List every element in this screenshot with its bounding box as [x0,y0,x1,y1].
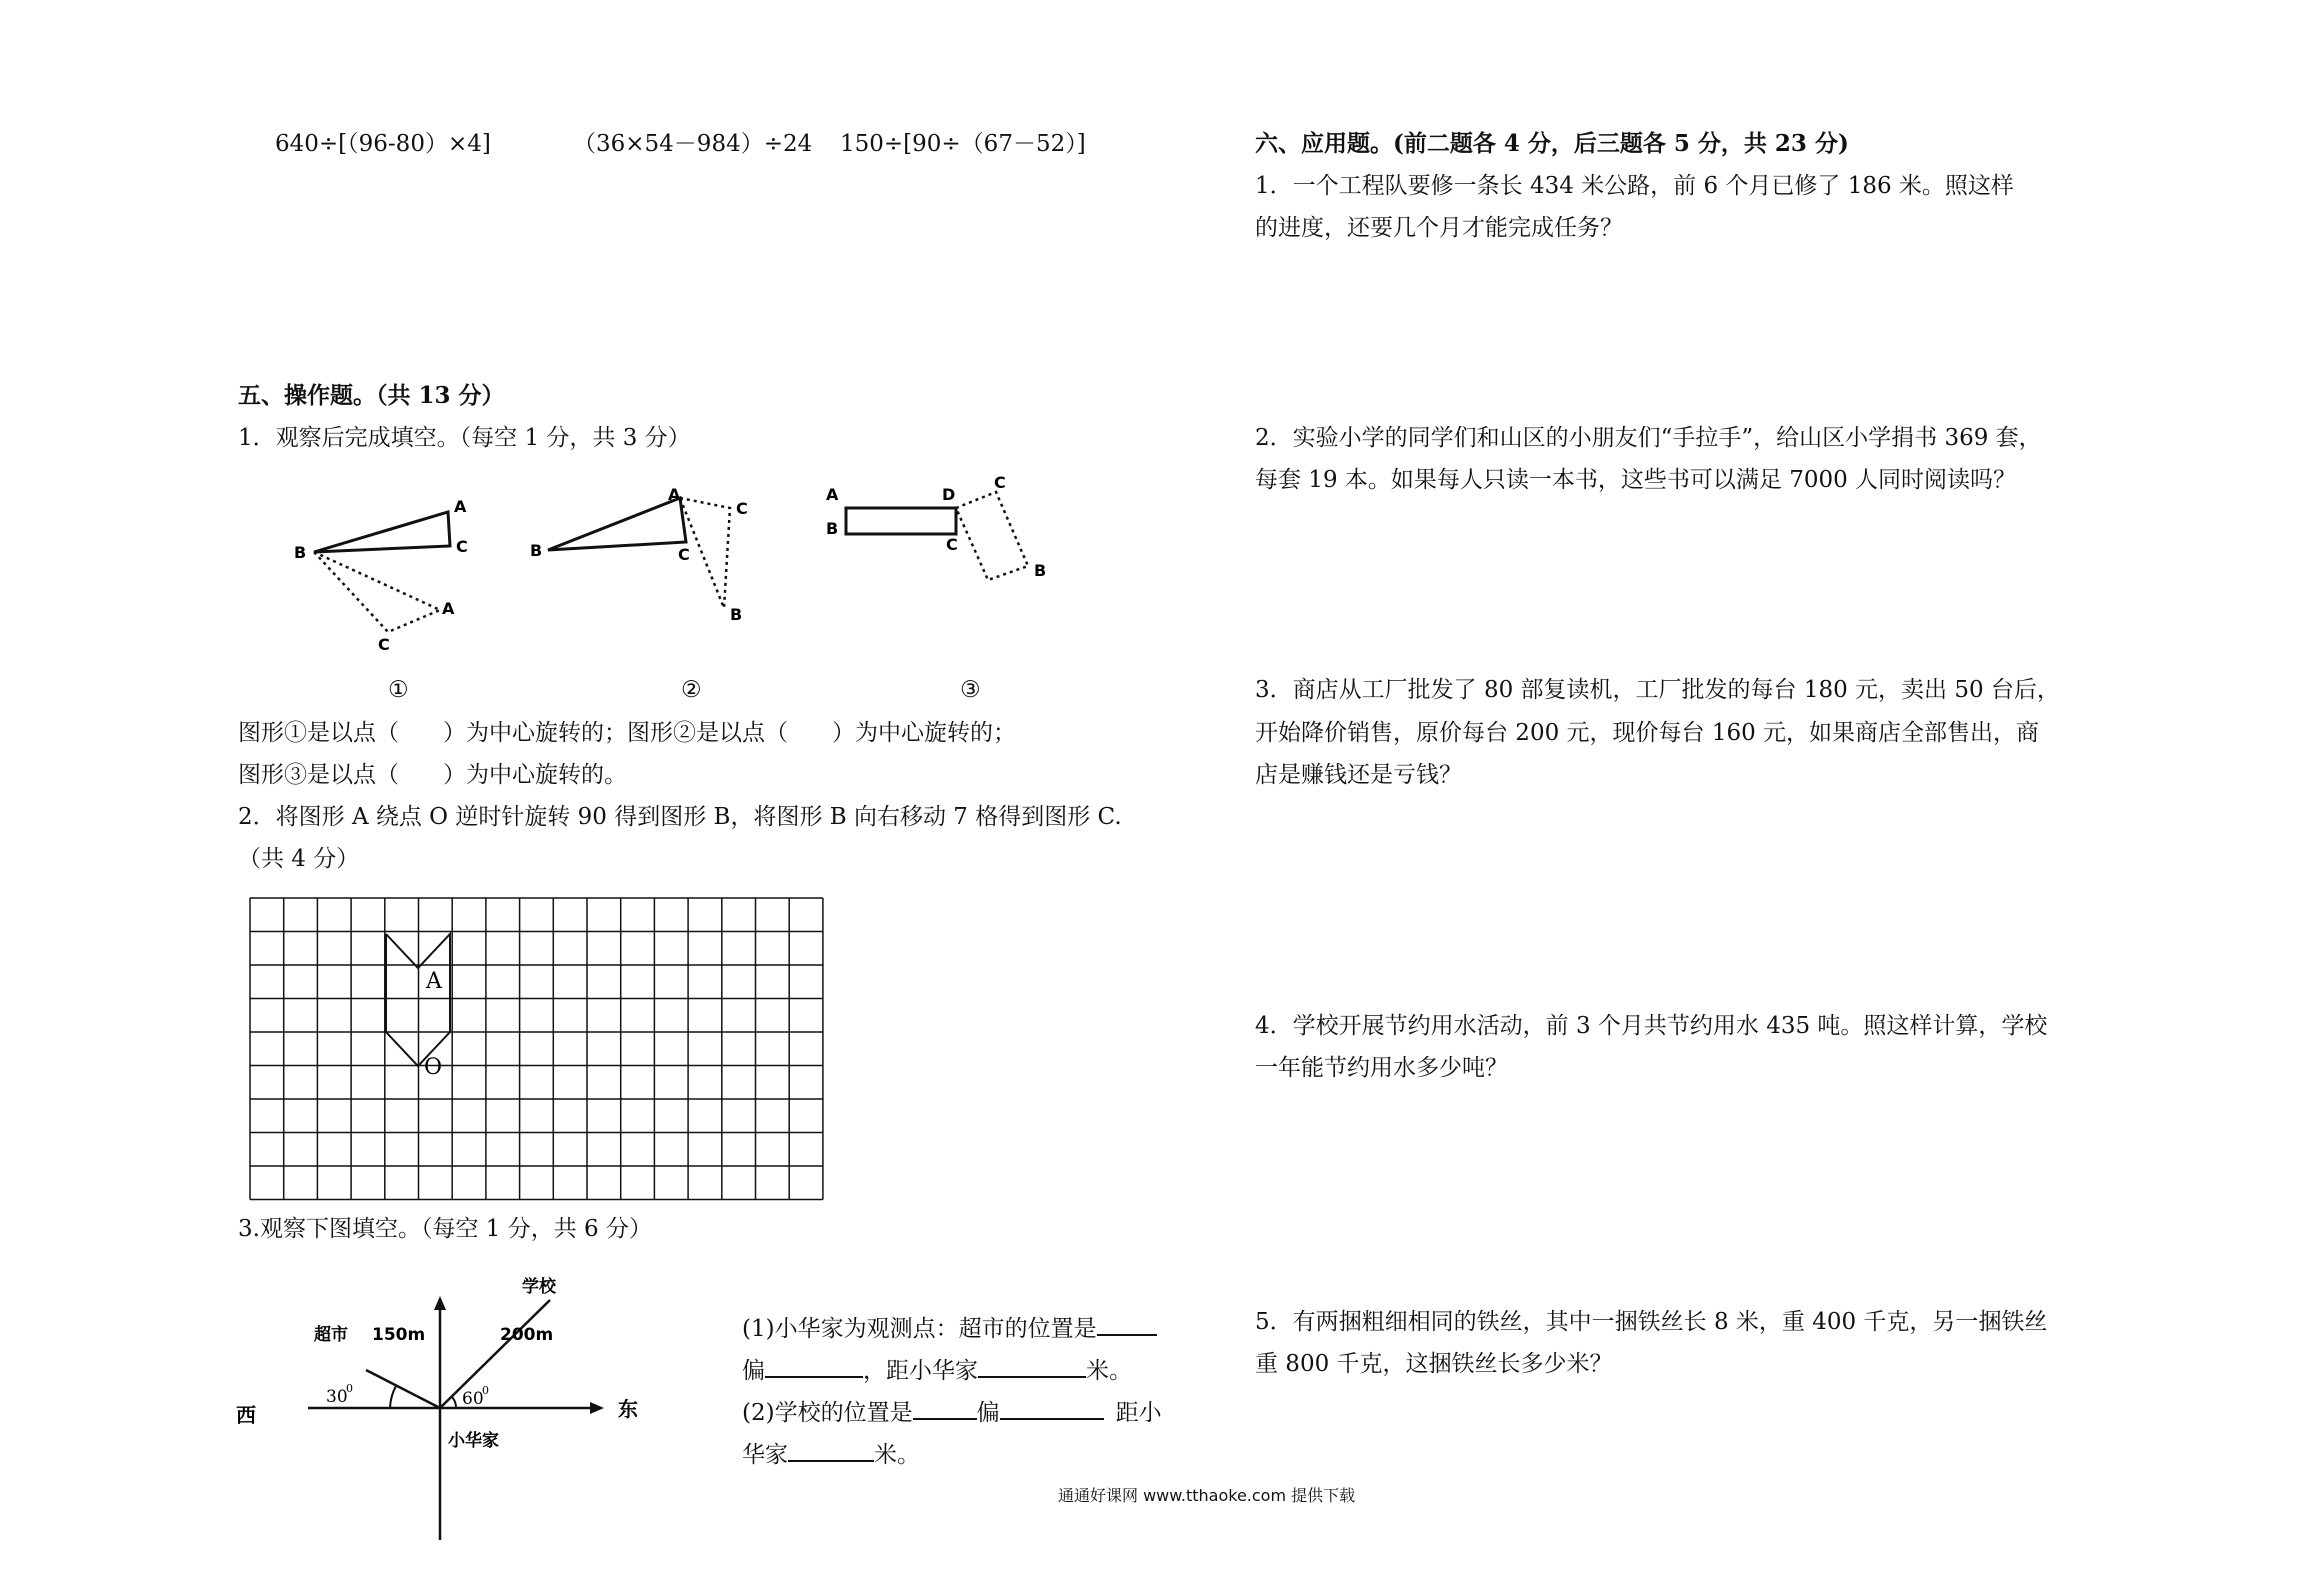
label-deg-60: 0 [482,1384,489,1397]
label-angle-60: 60 [462,1389,484,1409]
fig1-label-b: B [294,543,307,562]
label-supermarket: 超市 [314,1325,348,1345]
figure-1 [314,512,450,632]
fig3-label-d: D [942,485,956,504]
fig1-label-a: A [454,497,467,516]
q1-text: 1．观察后完成填空。（每空 1 分，共 3 分） [238,425,691,451]
fig2-label-c: C [678,545,690,564]
footer-credit: 通通好课网 www.tthaoke.com 提供下载 [1058,1486,1356,1505]
fig3-label-b2: B [1034,561,1047,580]
label-150m: 150m [372,1325,426,1345]
label-home: 小华家 [448,1431,499,1451]
blank-7[interactable] [913,1396,977,1420]
fig2-label-a: A [668,485,681,504]
q3-line-1: (1)小华家为观测点：超市的位置是 [742,1312,1157,1343]
p2-line-1: 2．实验小学的同学们和山区的小朋友们“手拉手”，给山区小学捐书 369 套， [1255,425,2042,451]
blank-5[interactable] [765,1354,863,1378]
p3-line-3: 店是赚钱还是亏钱？ [1255,762,1462,788]
blank-4[interactable] [1097,1312,1157,1336]
q2-text-2: （共 4 分） [238,846,360,872]
figure-2 [548,498,730,608]
label-200m: 200m [500,1325,554,1345]
blank-9[interactable] [788,1438,874,1462]
fig1-label-c: C [456,537,468,556]
section-6-title: 六、应用题。(前二题各 4 分，后三题各 5 分，共 23 分) [1255,130,1849,157]
p3-line-1: 3．商店从工厂批发了 80 部复读机，工厂批发的每台 180 元，卖出 50 台后， [1255,677,2060,703]
q3-line-4: 华家 米。 [742,1438,920,1469]
q3-line-2: 偏 ，距小华家 米。 [742,1354,1132,1385]
expression-2: （36×54－984）÷24 [573,131,813,157]
direction-diagram [230,1270,670,1560]
p1-line-1: 1．一个工程队要修一条长 434 米公路，前 6 个月已修了 186 米。照这样 [1255,173,2014,199]
label-deg-30: 0 [346,1382,353,1395]
p4-line-2: 一年能节约用水多少吨？ [1255,1055,1508,1081]
fig1-label-c2: C [378,635,390,654]
p5-line-1: 5．有两捆粗细相同的铁丝，其中一捆铁丝长 8 米，重 400 千克，另一捆铁丝 [1255,1309,2048,1335]
fig1-label-a2: A [442,599,455,618]
q3-text: 3.观察下图填空。（每空 1 分，共 6 分） [238,1216,652,1242]
p3-line-2: 开始降价销售，原价每台 200 元，现价每台 160 元，如果商店全部售出，商 [1255,720,2040,746]
p1-line-2: 的进度，还要几个月才能完成任务？ [1255,215,1623,241]
fig2-label-c2: C [736,499,748,518]
fig-number-2: ② [681,677,702,703]
rotation-figures [290,470,1070,670]
grid-paper[interactable] [250,898,824,1200]
blank-6[interactable] [978,1354,1086,1378]
q1-answer-line-1: 图形①是以点（ ）为中心旋转的；图形②是以点（ ）为中心旋转的； [238,720,1016,746]
label-west: 西 [236,1403,256,1427]
fig2-label-b: B [530,541,543,560]
p5-line-2: 重 800 千克，这捆铁丝长多少米？ [1255,1351,1613,1377]
expression-3: 150÷[90÷（67－52）] [840,131,1086,157]
fig-number-1: ① [388,677,409,703]
grid-label-o: O [424,1055,443,1080]
figure-3 [846,492,1028,580]
q2-text: 2．将图形 A 绕点 O 逆时针旋转 90 得到图形 B，将图形 B 向右移动 7 格得到图形 C. [238,804,1122,830]
label-school: 学校 [522,1277,556,1297]
label-angle-30: 30 [326,1387,348,1407]
fig3-label-c2: C [994,473,1006,492]
p4-line-1: 4．学校开展节约用水活动，前 3 个月共节约用水 435 吨。照这样计算，学校 [1255,1013,2048,1039]
fig3-label-a: A [826,485,839,504]
section-5-title: 五、操作题。（共 13 分） [238,382,505,409]
q1-answer-line-2: 图形③是以点（ ）为中心旋转的。 [238,762,627,788]
fig3-label-c: C [946,535,958,554]
expression-1: 640÷[（96-80）×4] [275,131,491,157]
grid-label-a: A [426,969,442,994]
fig-number-3: ③ [960,677,981,703]
fig3-label-b: B [826,519,839,538]
q3-line-3: (2)学校的位置是 偏 距小 [742,1396,1162,1427]
label-east: 东 [618,1397,638,1421]
p2-line-2: 每套 19 本。如果每人只读一本书，这些书可以满足 7000 人同时阅读吗？ [1255,467,2017,493]
blank-8[interactable] [1000,1396,1104,1420]
fig2-label-b2: B [730,605,743,624]
